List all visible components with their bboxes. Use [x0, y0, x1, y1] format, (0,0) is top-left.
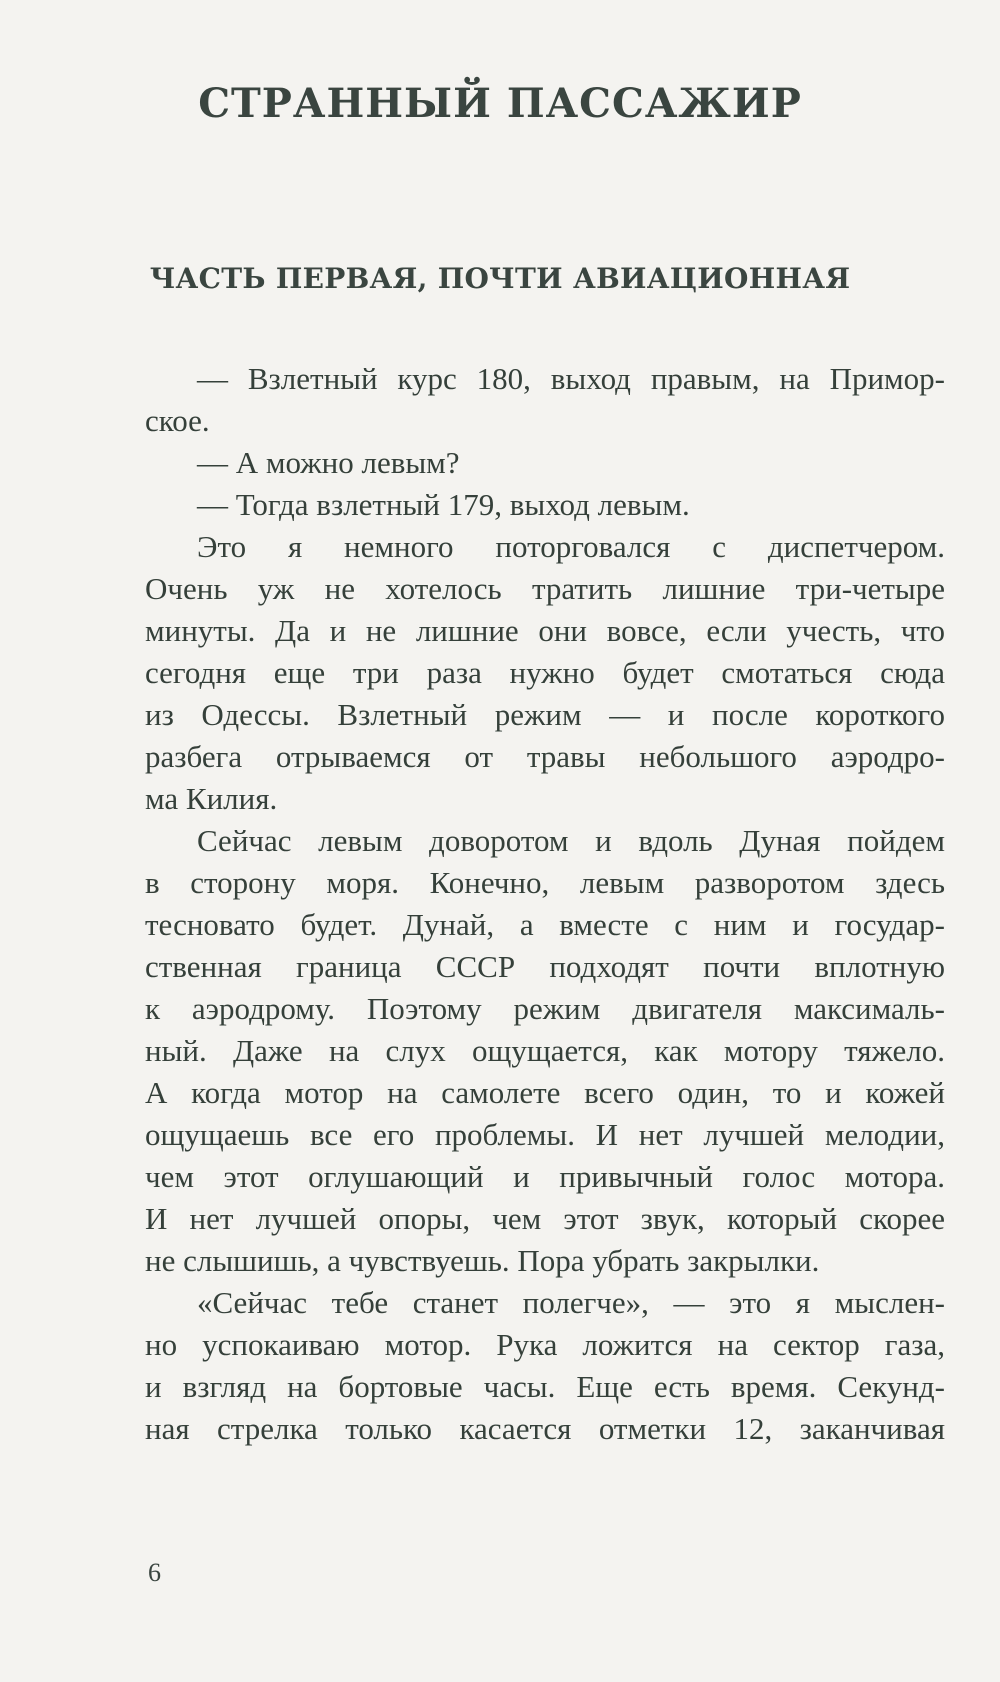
text-line: в сторону моря. Конечно, левым разворотом здесь [145, 865, 945, 900]
text-line: А когда мотор на самолете всего один, то и кожей [145, 1075, 945, 1110]
text-line: «Сейчас тебе станет полегче», — это я мыслен- [197, 1285, 945, 1320]
text-line: минуты. Да и не лишние они вовсе, если учесть, что [145, 613, 945, 648]
page-number: 6 [148, 1558, 161, 1587]
text-line: ная стрелка только касается отметки 12, заканчивая [145, 1411, 945, 1446]
text-line: к аэродрому. Поэтому режим двигателя максималь- [145, 991, 945, 1026]
text-line: Сейчас левым доворотом и вдоль Дуная пойдем [197, 823, 945, 858]
text-line: сегодня еще три раза нужно будет смотаться сюда [145, 655, 945, 690]
text-line: — Взлетный курс 180, выход правым, на Примор- [197, 361, 945, 396]
text-line: — А можно левым? [197, 445, 460, 480]
body-text [145, 358, 945, 1450]
text-line: — Тогда взлетный 179, выход левым. [197, 487, 690, 522]
book-title: СТРАННЫЙ ПАССАЖИР [198, 80, 802, 127]
text-line: ственная граница СССР подходят почти вплотную [145, 949, 945, 984]
text-line: не слышишь, а чувствуешь. Пора убрать закрылки. [145, 1243, 820, 1278]
text-line: Это я немного поторговался с диспетчером. [197, 529, 945, 564]
text-line: из Одессы. Взлетный режим — и после короткого [145, 697, 945, 732]
text-line: чем этот оглушающий и привычный голос мотора. [145, 1159, 945, 1194]
text-line: ма Килия. [145, 781, 278, 816]
text-line: разбега отрываемся от травы небольшого аэродро- [145, 739, 945, 774]
part-title: ЧАСТЬ ПЕРВАЯ, ПОЧТИ АВИАЦИОННАЯ [149, 262, 851, 295]
text-line: но успокаиваю мотор. Рука ложится на сектор газа, [145, 1327, 945, 1362]
text-line: И нет лучшей опоры, чем этот звук, который скорее [145, 1201, 945, 1236]
text-line: тесновато будет. Дунай, а вместе с ним и государ- [145, 907, 945, 942]
text-line: ощущаешь все его проблемы. И нет лучшей мелодии, [145, 1117, 945, 1152]
text-line: ское. [145, 403, 210, 438]
text-line: и взгляд на бортовые часы. Еще есть время. Секунд- [145, 1369, 945, 1404]
text-line: ный. Даже на слух ощущается, как мотору тяжело. [145, 1033, 945, 1068]
text-line: Очень уж не хотелось тратить лишние три-четыре [145, 571, 945, 606]
